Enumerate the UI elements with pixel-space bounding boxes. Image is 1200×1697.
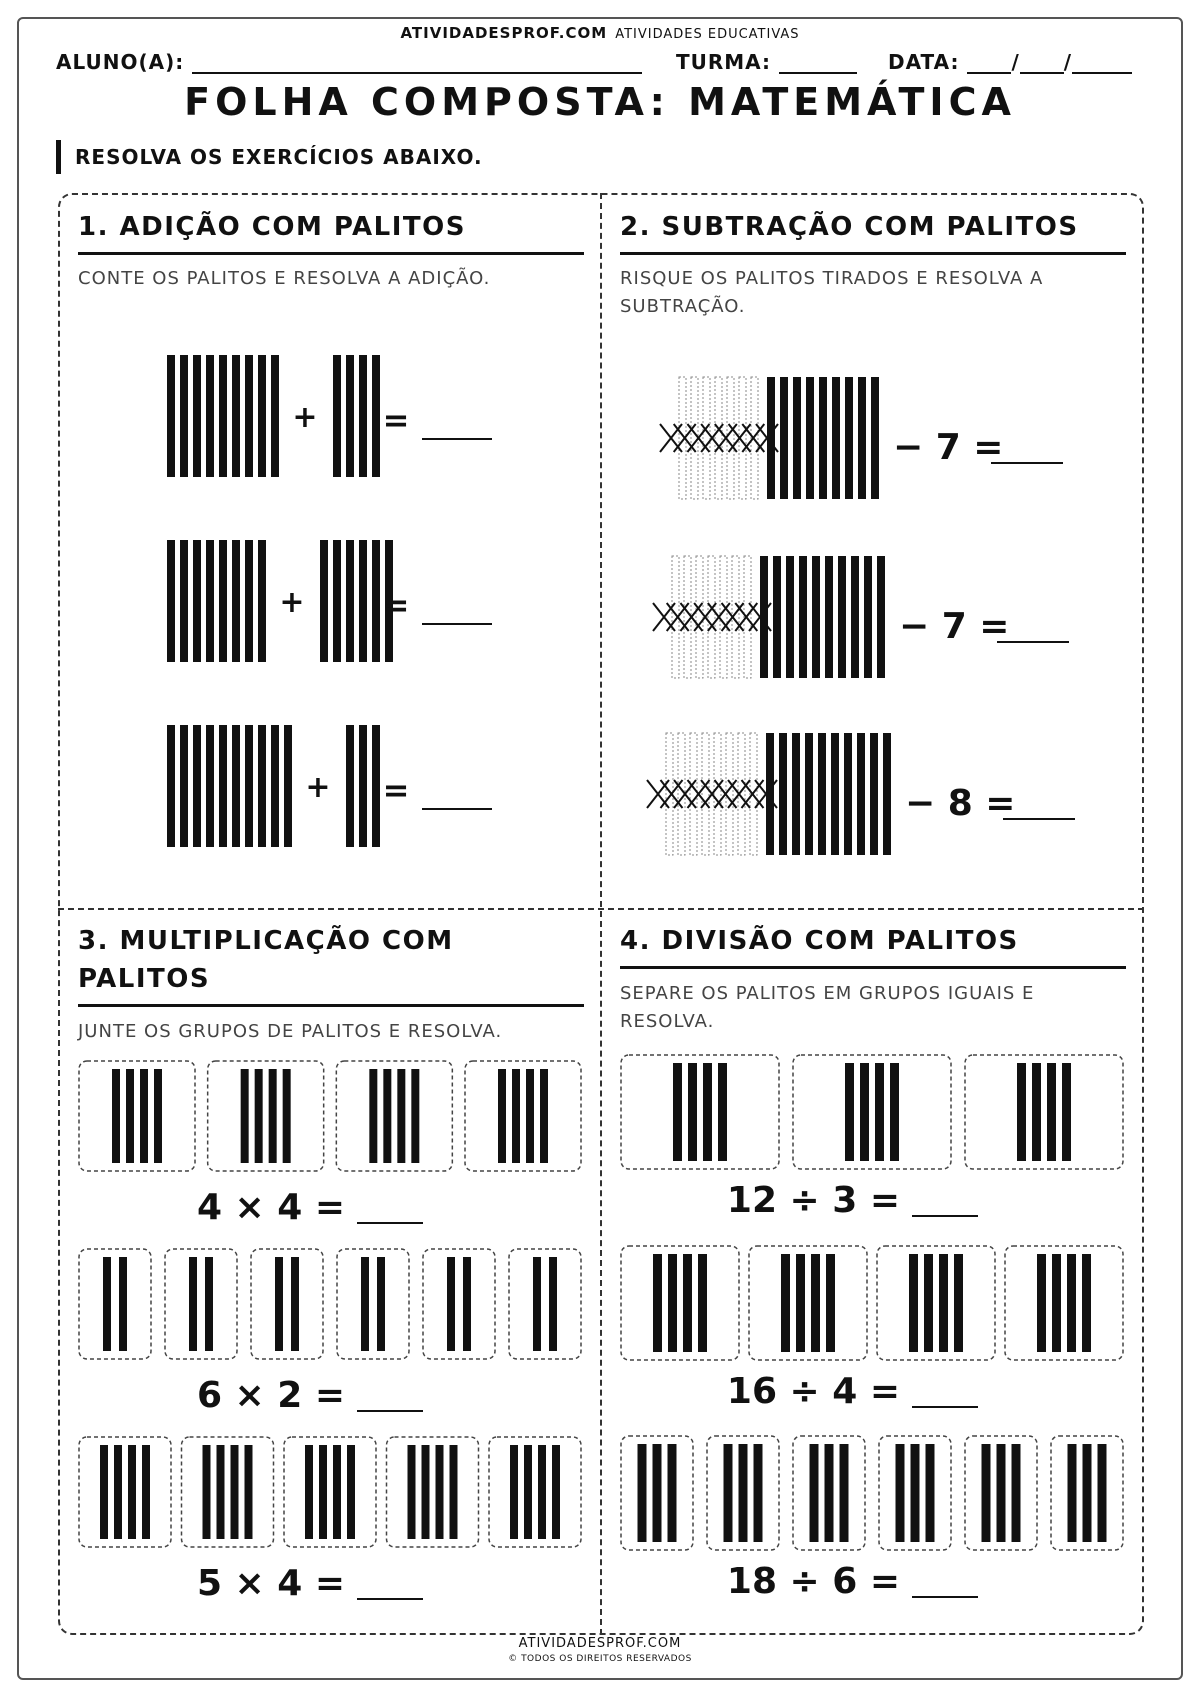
remaining-stick	[766, 733, 774, 855]
remaining-stick	[793, 377, 801, 499]
division-group-stick	[896, 1444, 905, 1542]
remaining-stick	[851, 556, 859, 678]
date-slash: /	[1011, 50, 1020, 74]
addend-b-stick	[359, 540, 367, 662]
multiplication-group-stick	[397, 1069, 405, 1163]
multiplication-group-stick	[463, 1257, 471, 1351]
multiplication-group-stick	[411, 1069, 419, 1163]
remaining-stick	[877, 556, 885, 678]
division-group-stick	[668, 1254, 677, 1352]
division-group-stick	[796, 1254, 805, 1352]
addend-a-stick	[193, 355, 201, 477]
addend-b-stick	[372, 355, 380, 477]
division-group-stick	[982, 1444, 991, 1542]
multiplication-group-box	[387, 1437, 479, 1547]
site-name: ATIVIDADESPROF.COM	[400, 24, 608, 42]
division-group-stick	[638, 1444, 647, 1542]
multiplication-group-stick	[114, 1445, 122, 1539]
multiplication-group-box	[251, 1249, 323, 1359]
subtraction-expression: − 7 =	[893, 427, 1004, 468]
addend-b-stick	[333, 355, 341, 477]
remaining-stick	[832, 377, 840, 499]
multiplication-group-stick	[154, 1069, 162, 1163]
division-group-stick	[924, 1254, 933, 1352]
addend-b-stick	[333, 540, 341, 662]
division-group-box	[621, 1055, 779, 1169]
page-title: FOLHA COMPOSTA: MATEMÁTICA	[184, 80, 1016, 124]
multiplication-group-stick	[552, 1445, 560, 1539]
division-group-stick	[698, 1254, 707, 1352]
remaining-stick	[871, 377, 879, 499]
multiplication-group-stick	[526, 1069, 534, 1163]
multiplication-group-stick	[498, 1069, 506, 1163]
footer-site: ATIVIDADESPROF.COM	[518, 1636, 682, 1651]
division-group-stick	[653, 1444, 662, 1542]
division-group-stick	[688, 1063, 697, 1161]
division-group-box	[621, 1246, 739, 1360]
multiplication-group-box	[79, 1249, 151, 1359]
removed-stick	[696, 556, 703, 678]
multiplication-group-stick	[347, 1445, 355, 1539]
addend-b-stick	[359, 725, 367, 847]
multiplication-group-stick	[540, 1069, 548, 1163]
student-label: ALUNO(A):	[56, 50, 185, 74]
multiplication-group-box	[465, 1061, 581, 1171]
addend-a-stick	[206, 540, 214, 662]
multiplication-group-stick	[142, 1445, 150, 1539]
equals-sign: =	[382, 401, 410, 439]
equals-sign: =	[382, 586, 410, 624]
addend-a-stick	[271, 355, 279, 477]
division-group-stick	[1062, 1063, 1071, 1161]
division-group-box	[793, 1055, 951, 1169]
addend-a-stick	[206, 355, 214, 477]
addend-a-stick	[219, 540, 227, 662]
q3-title-line2: PALITOS	[78, 964, 211, 994]
multiplication-group-stick	[140, 1069, 148, 1163]
multiplication-group-stick	[255, 1069, 263, 1163]
division-group-stick	[909, 1254, 918, 1352]
division-group-box	[1005, 1246, 1123, 1360]
division-group-stick	[1083, 1444, 1092, 1542]
multiplication-group-stick	[305, 1445, 313, 1539]
division-group-stick	[810, 1444, 819, 1542]
addend-a-stick	[232, 355, 240, 477]
division-group-stick	[954, 1254, 963, 1352]
division-group-stick	[890, 1063, 899, 1161]
remaining-stick	[838, 556, 846, 678]
division-group-stick	[1012, 1444, 1021, 1542]
division-group-stick	[926, 1444, 935, 1542]
expression: 18 ÷ 6 =	[726, 1561, 900, 1602]
addend-a-stick	[193, 540, 201, 662]
q3-title-line1: 3. MULTIPLICAÇÃO COM	[78, 926, 454, 956]
remaining-stick	[812, 556, 820, 678]
remaining-stick	[825, 556, 833, 678]
division-group-stick	[1098, 1444, 1107, 1542]
plus-sign: +	[279, 585, 305, 620]
division-group-box	[749, 1246, 867, 1360]
multiplication-group-box	[509, 1249, 581, 1359]
multiplication-group-stick	[408, 1445, 416, 1539]
division-group-stick	[825, 1444, 834, 1542]
division-group-stick	[811, 1254, 820, 1352]
division-group-stick	[1052, 1254, 1061, 1352]
removed-stick	[708, 556, 715, 678]
division-group-stick	[860, 1063, 869, 1161]
multiplication-group-box	[208, 1061, 324, 1171]
q2-instruction: RISQUE OS PALITOS TIRADOS E RESOLVA A SUBTRAÇÃO.	[620, 268, 1044, 317]
division-group-stick	[1067, 1254, 1076, 1352]
division-group-stick	[845, 1063, 854, 1161]
division-group-stick	[781, 1254, 790, 1352]
addend-b-stick	[372, 540, 380, 662]
multiplication-group-box	[489, 1437, 581, 1547]
addend-a-stick	[284, 725, 292, 847]
multiplication-group-stick	[283, 1069, 291, 1163]
multiplication-group-stick	[383, 1069, 391, 1163]
date-slash: /	[1063, 50, 1073, 74]
multiplication-group-stick	[205, 1257, 213, 1351]
q2-title: 2. SUBTRAÇÃO COM PALITOS	[620, 208, 1126, 255]
remaining-stick	[857, 733, 865, 855]
addend-a-stick	[271, 725, 279, 847]
division-group-stick	[1032, 1063, 1041, 1161]
addend-a-stick	[193, 725, 201, 847]
addend-b-stick	[372, 725, 380, 847]
multiplication-group-box	[423, 1249, 495, 1359]
q1-instruction: CONTE OS PALITOS E RESOLVA A ADIÇÃO.	[78, 268, 491, 289]
expression: 6 × 2 =	[196, 1375, 345, 1416]
subtraction-expression: − 7 =	[899, 606, 1010, 647]
addend-a-stick	[167, 540, 175, 662]
addend-b-stick	[320, 540, 328, 662]
remaining-stick	[799, 556, 807, 678]
multiplication-group-box	[284, 1437, 376, 1547]
division-group-box	[965, 1055, 1123, 1169]
multiplication-group-stick	[533, 1257, 541, 1351]
addend-b-stick	[346, 355, 354, 477]
expression: 12 ÷ 3 =	[726, 1180, 900, 1221]
addend-a-stick	[180, 725, 188, 847]
division-group-stick	[653, 1254, 662, 1352]
removed-stick	[714, 733, 721, 855]
multiplication-group-stick	[422, 1445, 430, 1539]
remaining-stick	[773, 556, 781, 678]
addend-a-stick	[180, 355, 188, 477]
multiplication-group-stick	[231, 1445, 239, 1539]
multiplication-group-stick	[510, 1445, 518, 1539]
multiplication-group-stick	[100, 1445, 108, 1539]
removed-stick	[702, 733, 709, 855]
multiplication-group-stick	[203, 1445, 211, 1539]
q4-title: 4. DIVISÃO COM PALITOS	[620, 922, 1126, 969]
division-group-stick	[739, 1444, 748, 1542]
addend-a-stick	[245, 725, 253, 847]
addend-a-stick	[206, 725, 214, 847]
remaining-stick	[883, 733, 891, 855]
q3-instruction: JUNTE OS GRUPOS DE PALITOS E RESOLVA.	[78, 1021, 503, 1042]
multiplication-group-stick	[524, 1445, 532, 1539]
removed-stick	[715, 377, 722, 499]
remaining-stick	[760, 556, 768, 678]
addend-a-stick	[232, 725, 240, 847]
plus-sign: +	[305, 770, 331, 805]
addend-a-stick	[258, 725, 266, 847]
addend-a-stick	[245, 540, 253, 662]
site-subtitle: ATIVIDADES EDUCATIVAS	[615, 27, 800, 42]
class-label: TURMA:	[676, 50, 772, 74]
multiplication-group-stick	[512, 1069, 520, 1163]
multiplication-group-stick	[103, 1257, 111, 1351]
addend-a-stick	[167, 355, 175, 477]
multiplication-group-stick	[269, 1069, 277, 1163]
removed-stick	[726, 733, 733, 855]
multiplication-group-stick	[333, 1445, 341, 1539]
subtraction-expression: − 8 =	[905, 783, 1016, 824]
division-group-stick	[840, 1444, 849, 1542]
multiplication-group-stick	[112, 1069, 120, 1163]
multiplication-group-stick	[361, 1257, 369, 1351]
remaining-stick	[819, 377, 827, 499]
multiplication-group-stick	[126, 1069, 134, 1163]
general-instruction: RESOLVA OS EXERCÍCIOS ABAIXO.	[56, 140, 483, 174]
multiplication-group-stick	[538, 1445, 546, 1539]
division-group-stick	[668, 1444, 677, 1542]
equals-sign: =	[382, 771, 410, 809]
remaining-stick	[792, 733, 800, 855]
multiplication-group-box	[182, 1437, 274, 1547]
remaining-stick	[831, 733, 839, 855]
division-group-stick	[1017, 1063, 1026, 1161]
multiplication-group-box	[337, 1249, 409, 1359]
removed-stick	[703, 377, 710, 499]
addend-b-stick	[359, 355, 367, 477]
division-group-stick	[724, 1444, 733, 1542]
multiplication-group-stick	[217, 1445, 225, 1539]
remaining-stick	[845, 377, 853, 499]
multiplication-group-box	[165, 1249, 237, 1359]
addend-b-stick	[346, 540, 354, 662]
removed-stick	[690, 733, 697, 855]
remaining-stick	[844, 733, 852, 855]
addend-a-stick	[180, 540, 188, 662]
remaining-stick	[779, 733, 787, 855]
multiplication-group-stick	[128, 1445, 136, 1539]
division-group-stick	[875, 1063, 884, 1161]
remaining-stick	[806, 377, 814, 499]
multiplication-group-stick	[189, 1257, 197, 1351]
division-group-stick	[939, 1254, 948, 1352]
division-group-stick	[1047, 1063, 1056, 1161]
division-group-stick	[1068, 1444, 1077, 1542]
multiplication-group-box	[79, 1061, 195, 1171]
removed-stick	[727, 377, 734, 499]
q1-title: 1. ADIÇÃO COM PALITOS	[78, 208, 584, 255]
remaining-stick	[864, 556, 872, 678]
footer-rights: © TODOS OS DIREITOS RESERVADOS	[508, 1654, 692, 1664]
division-group-stick	[703, 1063, 712, 1161]
plus-sign: +	[292, 400, 318, 435]
removed-stick	[691, 377, 698, 499]
multiplication-group-stick	[436, 1445, 444, 1539]
division-group-stick	[718, 1063, 727, 1161]
remaining-stick	[870, 733, 878, 855]
remaining-stick	[818, 733, 826, 855]
multiplication-group-stick	[319, 1445, 327, 1539]
division-group-box	[877, 1246, 995, 1360]
division-group-stick	[754, 1444, 763, 1542]
multiplication-group-stick	[119, 1257, 127, 1351]
multiplication-group-stick	[377, 1257, 385, 1351]
addend-a-stick	[219, 355, 227, 477]
multiplication-group-stick	[447, 1257, 455, 1351]
division-group-stick	[997, 1444, 1006, 1542]
division-group-stick	[826, 1254, 835, 1352]
addend-a-stick	[167, 725, 175, 847]
multiplication-group-stick	[275, 1257, 283, 1351]
multiplication-group-stick	[241, 1069, 249, 1163]
remaining-stick	[858, 377, 866, 499]
remaining-stick	[767, 377, 775, 499]
multiplication-group-box	[336, 1061, 452, 1171]
division-group-stick	[1037, 1254, 1046, 1352]
division-group-stick	[911, 1444, 920, 1542]
multiplication-group-stick	[291, 1257, 299, 1351]
division-group-stick	[683, 1254, 692, 1352]
remaining-stick	[805, 733, 813, 855]
addend-a-stick	[232, 540, 240, 662]
remaining-stick	[780, 377, 788, 499]
addend-a-stick	[258, 540, 266, 662]
multiplication-group-stick	[369, 1069, 377, 1163]
removed-stick	[720, 556, 727, 678]
multiplication-group-stick	[245, 1445, 253, 1539]
multiplication-group-stick	[450, 1445, 458, 1539]
expression: 16 ÷ 4 =	[726, 1371, 900, 1412]
division-group-stick	[673, 1063, 682, 1161]
division-group-stick	[1082, 1254, 1091, 1352]
addend-a-stick	[258, 355, 266, 477]
expression: 4 × 4 =	[196, 1187, 345, 1228]
expression: 5 × 4 =	[196, 1563, 345, 1604]
addend-b-stick	[346, 725, 354, 847]
remaining-stick	[786, 556, 794, 678]
addend-a-stick	[219, 725, 227, 847]
q4-instruction: SEPARE OS PALITOS EM GRUPOS IGUAIS E RESOLVA.	[620, 983, 1035, 1032]
multiplication-group-stick	[549, 1257, 557, 1351]
date-label: DATA:	[888, 50, 960, 74]
removed-stick	[684, 556, 691, 678]
addend-a-stick	[245, 355, 253, 477]
multiplication-group-box	[79, 1437, 171, 1547]
